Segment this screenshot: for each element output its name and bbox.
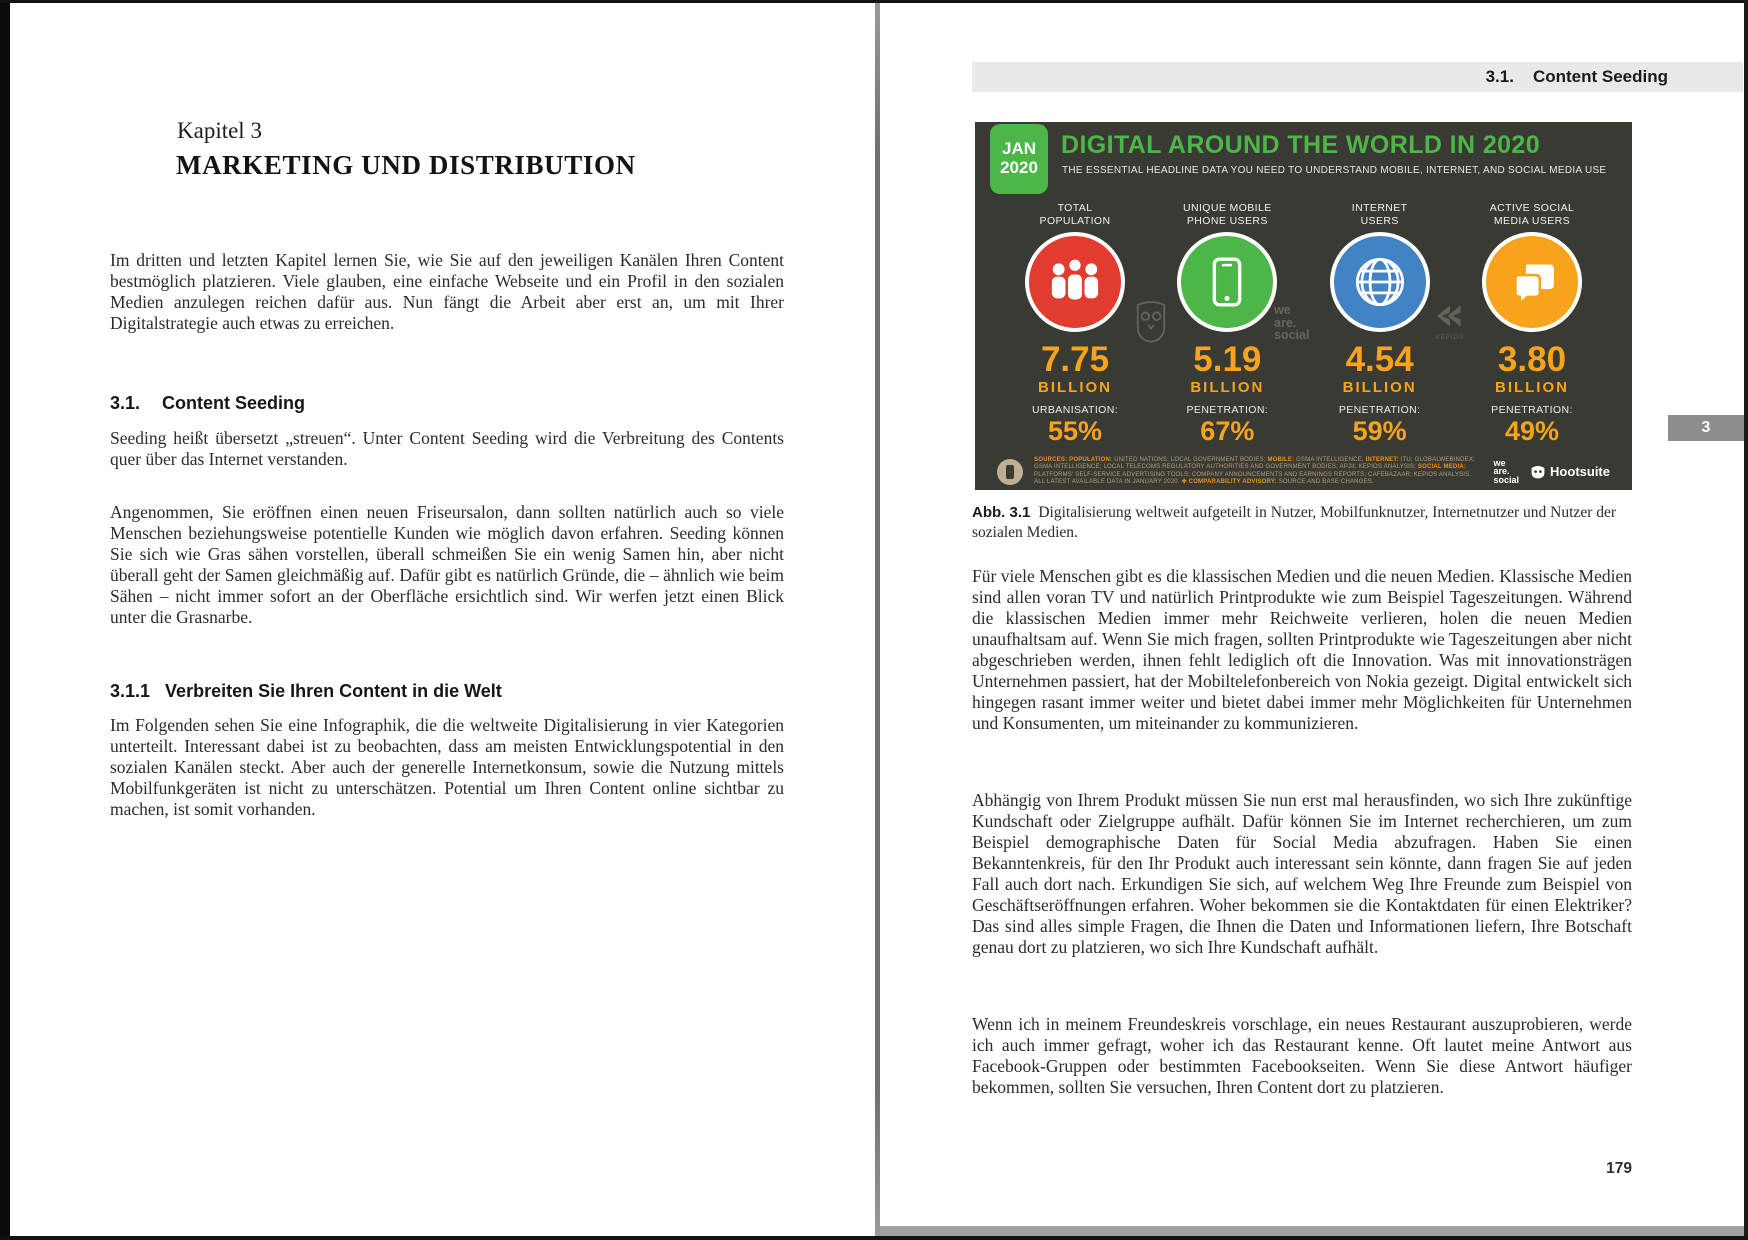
- watermark-line: are.: [1274, 315, 1297, 330]
- infographic-footer: [975, 453, 1632, 490]
- section-title: Content Seeding: [162, 393, 306, 413]
- metric-label: [1153, 202, 1301, 229]
- hootsuite-owl-icon: [1530, 464, 1546, 480]
- metric-unit: BILLION: [1190, 379, 1265, 396]
- we-are-social-watermark: [1274, 304, 1309, 342]
- chapter-title: MARKETING UND DISTRIBUTION: [176, 150, 636, 180]
- page-gutter-line: [875, 3, 880, 1236]
- logo-line: are.: [1493, 466, 1510, 477]
- metric-unit: BILLION: [1342, 379, 1417, 396]
- page-number: 179: [1606, 1160, 1632, 1177]
- scan-edge-top: [0, 0, 1748, 3]
- metric-label-line: ACTIVE SOCIAL: [1489, 202, 1575, 214]
- hootsuite-wordmark: Hootsuite: [1550, 464, 1610, 479]
- metric-label-line: INTERNET: [1351, 202, 1408, 214]
- metric-label: [1001, 202, 1149, 229]
- secondary-metric-value: 55%: [1047, 416, 1103, 446]
- figure-caption: [972, 503, 1632, 543]
- metric-value: 4.54: [1345, 340, 1414, 379]
- hootsuite-logo: [1530, 464, 1610, 480]
- scan-edge-left: [0, 0, 10, 1240]
- subsection-title: Verbreiten Sie Ihren Content in die Welt: [165, 681, 502, 701]
- kepios-label: KEPIOS: [1435, 335, 1465, 341]
- infographic-subtitle: THE ESSENTIAL HEADLINE DATA YOU NEED TO UNDERSTAND MOBILE, INTERNET, AND SOCIAL MEDIA USE: [1062, 165, 1607, 176]
- metric-label-line: POPULATION: [1039, 215, 1111, 227]
- metric-label-line: USERS: [1360, 215, 1399, 227]
- people-icon: [1025, 232, 1125, 332]
- chapter-kicker: Kapitel 3: [177, 118, 262, 143]
- metric-value: 3.80: [1497, 340, 1567, 379]
- kepios-watermark: [1430, 304, 1470, 341]
- metric-label: [1458, 202, 1606, 229]
- paragraph: Seeding heißt übersetzt „streuen“. Unter Content Seeding wird die Verbreitung des Contents quer über das Internet verstanden.: [110, 428, 784, 469]
- scan-edge-right: [1744, 0, 1748, 1240]
- infographic-figure: [975, 122, 1632, 490]
- secondary-metric-label: PENETRATION:: [1186, 404, 1269, 416]
- we-are-social-logo: [1494, 459, 1520, 485]
- date-badge-month: JAN: [1001, 139, 1036, 158]
- paragraph: Wenn ich in meinem Freundeskreis vorschlage, ein neues Restaurant auszuprobieren, werde ich auch immer gefragt, woher ich das Restaurant kenne. Oft lautet meine Antwort aus Facebook-Gruppen oder bestimmten Facebookseiten. Wenn Sie diese Antwort häufiger bekommen, sollten Sie versuchen, Ihren Content dort zu platzieren.: [972, 1014, 1632, 1097]
- metric-label-line: PHONE USERS: [1186, 215, 1268, 227]
- sources-text: SOURCES: POPULATION: UNITED NATIONS; LOCAL GOVERNMENT BODIES; MOBILE: GSMA INTELLIGENCE; INTERNET: ITU; GLOBALWEBINDEX; GSMA INTELLIGENCE; LOCAL TELECOMS REGULATORY AUTHORITIES AND GOVERNMENT BODIES; APJII; KEPIOS ANALYSIS; SOCIAL MEDIA: PLATFORMS' SELF-SERVICE ADVERTISING TOOLS; COMPANY ANNOUNCEMENTS AND EARNINGS REPORTS; CAFEBAZAAR; KEPIOS ANALYSIS. ALL LATEST AVAILABLE DATA IN JANUARY 2020. ✚ COMPARABILITY ADVISORY: SOURCE AND BASE CHANGES.: [1034, 456, 1475, 485]
- date-badge-year: 2020: [1000, 158, 1038, 177]
- logo-line: we: [1493, 457, 1506, 468]
- metric-column-population: [1001, 202, 1149, 446]
- smartphone-icon: [1177, 232, 1277, 332]
- hootsuite-owl-watermark: [1134, 298, 1168, 349]
- section-heading: [110, 393, 305, 414]
- running-header: [972, 62, 1743, 92]
- subsection-heading: [110, 681, 502, 702]
- date-badge: [990, 124, 1048, 194]
- infographic-title: DIGITAL AROUND THE WORLD IN 2020: [1061, 131, 1541, 159]
- metric-value: 5.19: [1193, 340, 1262, 379]
- metric-label-line: TOTAL: [1057, 202, 1093, 214]
- figure-caption-label: Abb. 3.1: [972, 504, 1031, 521]
- secondary-metric-label: URBANISATION:: [1031, 404, 1119, 416]
- metric-unit: BILLION: [1038, 379, 1112, 396]
- paragraph: Im Folgenden sehen Sie eine Infographik, die die weltweite Digitalisierung in vier Kategorien unterteilt. Interessant dabei ist zu beobachten, dass am meisten Entwicklungspotential in den sozialen Kanälen steckt. Aber auch der generelle Internetkonsum, sowie die Nutzung mittels Mobilfunkgeräten ist nicht zu unterschätzen. Potential um Ihren Content online sichtbar zu machen, ist somit vorhanden.: [110, 715, 784, 819]
- subsection-number: 3.1.1: [110, 681, 151, 701]
- metric-label-line: UNIQUE MOBILE: [1183, 202, 1272, 214]
- paragraph: Angenommen, Sie eröffnen einen neuen Friseursalon, dann sollten natürlich auch so viele Menschen beziehungsweise potentielle Kunden wie möglich davon erfahren. Seeding können Sie sich wie Gras sähen vorstellen, überall schmeißen Sie ein wenig Samen hin, aber nicht überall geht der Samen gleichmäßig auf. Dafür gibt es natürlich Gründe, die – ähnlich wie beim Sähen – nicht immer sofort an der Oberfläche ersichtlich sind. Wir werfen jetzt einen Blick unter die Grasnarbe.: [110, 502, 784, 627]
- running-header-number: 3.1.: [1485, 67, 1514, 86]
- watermark-line: social: [1274, 328, 1310, 342]
- section-number: 3.1.: [110, 393, 141, 413]
- chapter-thumb-tab: 3: [1668, 415, 1744, 441]
- secondary-metric-label: PENETRATION:: [1491, 404, 1573, 416]
- metric-value: 7.75: [1040, 340, 1110, 379]
- figure-caption-text: Digitalisierung weltweit aufgeteilt in Nutzer, Mobilfunknutzer, Internetnutzer und Nutzer der sozialen Medien.: [972, 504, 1617, 541]
- paragraph: Für viele Menschen gibt es die klassischen Medien und die neuen Medien. Klassische Medien sind allen voran TV und natürlich Printprodukte wie zum Beispiel Tageszeitungen. Während die klassischen Medien immer mehr Reichweite verlieren, holen die neuen Medien unaufhaltsam auf. Wenn Sie mich fragen, sollten Printprodukte wie Tageszeitungen aber nicht abgeschrieben werden, ihnen fehlt lediglich oft die Innovation. Was mit innovationsträgen Unternehmen passiert, hat der Mobiltelefonbereich von Nokia gezeigt. Digital entwickelt sich hingegen rasant immer weiter und bietet dabei immer mehr Möglichkeiten für Unternehmen und Konsumenten, um miteinander zu kommunizieren.: [972, 566, 1632, 733]
- chat-bubbles-icon: [1482, 232, 1582, 332]
- paragraph: Abhängig von Ihrem Produkt müssen Sie nun erst mal herausfinden, wo sich Ihre zukünftige Kundschaft oder Zielgruppe aufhält. Dafür können Sie im Internet recherchieren, um zum Beispiel demographische Daten für Social Media abzufragen. Haben Sie einen Bekanntenkreis, für den Ihr Produkt auch interessant sein könnte, dann fragen Sie auf jeden Fall auch dort nach. Erkundigen Sie sich, auf welchem Weg Ihre Freunde zum Beispiel von Geschäftseröffnungen erfahren. Woher bekommen sie die Kontaktdaten für einen Elektriker? Das sind alles simple Fragen, die Ihnen die Daten und Informationen liefern, Ihre Botschaft genau dort zu platzieren, wo sich Ihre Kundschaft aufhält.: [972, 790, 1632, 957]
- secondary-metric-value: 59%: [1352, 416, 1407, 446]
- report-icon: [997, 459, 1023, 485]
- watermark-line: we: [1274, 303, 1291, 317]
- globe-icon: [1330, 232, 1430, 332]
- metric-label: [1306, 202, 1454, 229]
- metric-column-social: [1458, 202, 1606, 446]
- running-header-title: Content Seeding: [1532, 67, 1668, 86]
- secondary-metric-label: PENETRATION:: [1338, 404, 1421, 416]
- scan-edge-bottom: [0, 1236, 1748, 1240]
- metric-unit: BILLION: [1494, 379, 1569, 396]
- secondary-metric-value: 67%: [1200, 416, 1255, 446]
- secondary-metric-value: 49%: [1504, 416, 1559, 446]
- logo-line: social: [1493, 474, 1520, 485]
- metric-label-line: MEDIA USERS: [1493, 215, 1571, 227]
- intro-paragraph: Im dritten und letzten Kapitel lernen Sie, wie Sie auf den jeweiligen Kanälen Ihren Content bestmöglich platzieren. Viele glauben, eine einfache Webseite und ein Profil in den sozialen Medien anzulegen reichen dafür aus. Nun fängt die Arbeit aber erst an, um mit Ihrer Digitalstrategie auch etwas zu erreichen.: [110, 250, 784, 333]
- next-page-edge: [880, 1226, 1744, 1236]
